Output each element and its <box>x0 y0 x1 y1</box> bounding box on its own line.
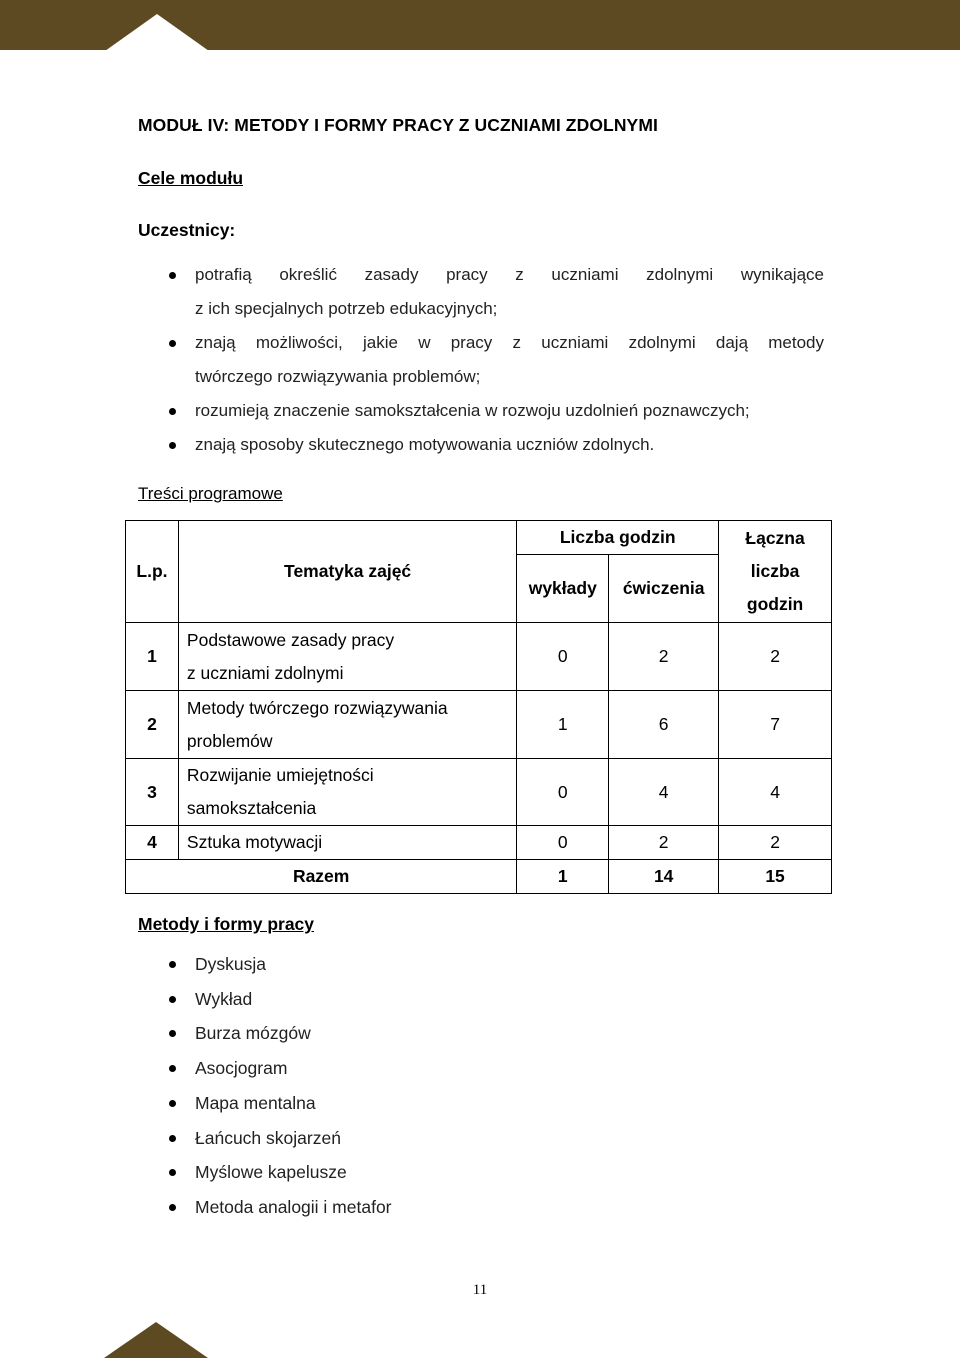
goal-item <box>138 258 824 292</box>
col-header-hours: Liczba godzin <box>517 521 719 555</box>
bullet-icon <box>169 1204 176 1211</box>
goal-text-line: rozumieją znaczenie samokształcenia w rozwoju uzdolnień poznawczych; <box>195 401 750 420</box>
bullet-icon <box>169 1135 176 1142</box>
table-row <box>126 691 832 759</box>
bullet-icon <box>169 996 176 1003</box>
row-total: 2 <box>719 623 832 691</box>
row-total: 4 <box>719 759 832 826</box>
row-topic <box>178 691 516 759</box>
content-heading: Treści programowe <box>138 484 283 503</box>
sum-lectures: 1 <box>517 860 609 894</box>
row-lectures: 0 <box>517 826 609 860</box>
goal-item <box>138 428 824 462</box>
goal-item-continuation <box>138 360 824 394</box>
method-label: Dyskusja <box>195 954 266 974</box>
goal-item <box>138 394 824 428</box>
bullet-icon <box>169 408 176 415</box>
col-header-total <box>719 521 832 623</box>
row-total: 7 <box>719 691 832 759</box>
sum-exercises: 14 <box>609 860 719 894</box>
row-topic-line: Metody twórczego rozwiązywania <box>186 697 448 718</box>
bullet-icon <box>169 961 176 968</box>
sum-total: 15 <box>719 860 832 894</box>
goals-heading: Cele modułu <box>138 168 244 188</box>
program-table <box>125 520 832 894</box>
table-row <box>126 826 832 860</box>
bullet-icon <box>169 1100 176 1107</box>
row-exercises: 6 <box>609 691 719 759</box>
method-item <box>138 982 392 1017</box>
col-header-lp: L.p. <box>126 521 179 623</box>
goal-item-continuation <box>138 292 824 326</box>
goal-text-line: potrafią określić zasady pracy z uczniami zdolnymi wynikające <box>195 265 824 284</box>
row-lectures: 1 <box>517 691 609 759</box>
goal-text-line: znają możliwości, jakie w pracy z uczniami zdolnymi dają metody <box>195 333 824 352</box>
method-item <box>138 1086 392 1121</box>
bullet-icon <box>169 272 176 279</box>
method-label: Metoda analogii i metafor <box>195 1196 392 1217</box>
method-item <box>138 947 392 982</box>
goals-list <box>138 258 824 462</box>
method-item <box>138 1190 392 1225</box>
goal-item <box>138 326 824 360</box>
bullet-icon <box>169 1065 176 1072</box>
method-label: Łańcuch skojarzeń <box>195 1127 341 1148</box>
row-total: 2 <box>719 826 832 860</box>
col-header-lectures: wykłady <box>517 555 609 623</box>
table-row <box>126 759 832 826</box>
table-sum-row <box>126 860 832 894</box>
participants-heading: Uczestnicy: <box>138 220 236 240</box>
row-topic-line: samokształcenia <box>186 798 317 818</box>
method-label: Mapa mentalna <box>195 1092 316 1113</box>
bullet-icon <box>169 1030 176 1037</box>
row-lectures: 0 <box>517 759 609 826</box>
table-row <box>126 623 832 691</box>
method-item <box>138 1051 392 1086</box>
method-label: Burza mózgów <box>195 1023 311 1044</box>
goal-text-line: z ich specjalnych potrzeb edukacyjnych; <box>195 299 498 318</box>
row-exercises: 4 <box>609 759 719 826</box>
method-label: Asocjogram <box>195 1058 288 1079</box>
row-lp: 2 <box>126 691 179 759</box>
row-lectures: 0 <box>517 623 609 691</box>
col-header-topic: Tematyka zajęć <box>178 521 516 623</box>
bullet-icon <box>169 340 176 347</box>
col-header-exercises: ćwiczenia <box>609 555 719 623</box>
methods-list <box>138 947 392 1225</box>
bullet-icon <box>169 1169 176 1176</box>
bullet-icon <box>169 442 176 449</box>
row-topic-line: problemów <box>186 730 273 751</box>
method-label: Wykład <box>195 988 253 1009</box>
methods-heading: Metody i formy pracy <box>138 914 315 934</box>
row-exercises: 2 <box>609 623 719 691</box>
row-topic-line: Podstawowe zasady pracy <box>186 629 395 650</box>
goal-text-line: znają sposoby skutecznego motywowania uczniów zdolnych. <box>195 435 655 454</box>
sum-label: Razem <box>126 860 517 894</box>
header-notch-triangle <box>105 14 209 51</box>
goal-text-line: twórczego rozwiązywania problemów; <box>195 367 481 386</box>
footer-decoration-triangle <box>104 1322 208 1358</box>
row-topic: Sztuka motywacji <box>178 826 516 860</box>
page-number: 11 <box>472 1282 488 1298</box>
row-topic <box>178 759 516 826</box>
method-label: Myślowe kapelusze <box>195 1162 347 1183</box>
module-title: MODUŁ IV: METODY I FORMY PRACY Z UCZNIAMI ZDOLNYMI <box>138 115 658 135</box>
method-item <box>138 1016 392 1051</box>
row-lp: 1 <box>126 623 179 691</box>
row-exercises: 2 <box>609 826 719 860</box>
row-topic <box>178 623 516 691</box>
row-lp: 3 <box>126 759 179 826</box>
row-lp: 4 <box>126 826 179 860</box>
row-topic-line: z uczniami zdolnymi <box>186 662 344 683</box>
col-header-total-line: Łączna <box>745 528 805 548</box>
method-item <box>138 1121 392 1156</box>
method-item <box>138 1155 392 1190</box>
col-header-total-line: liczba <box>750 561 800 581</box>
col-header-total-line: godzin <box>746 594 804 614</box>
row-topic-line: Rozwijanie umiejętności <box>186 765 374 785</box>
